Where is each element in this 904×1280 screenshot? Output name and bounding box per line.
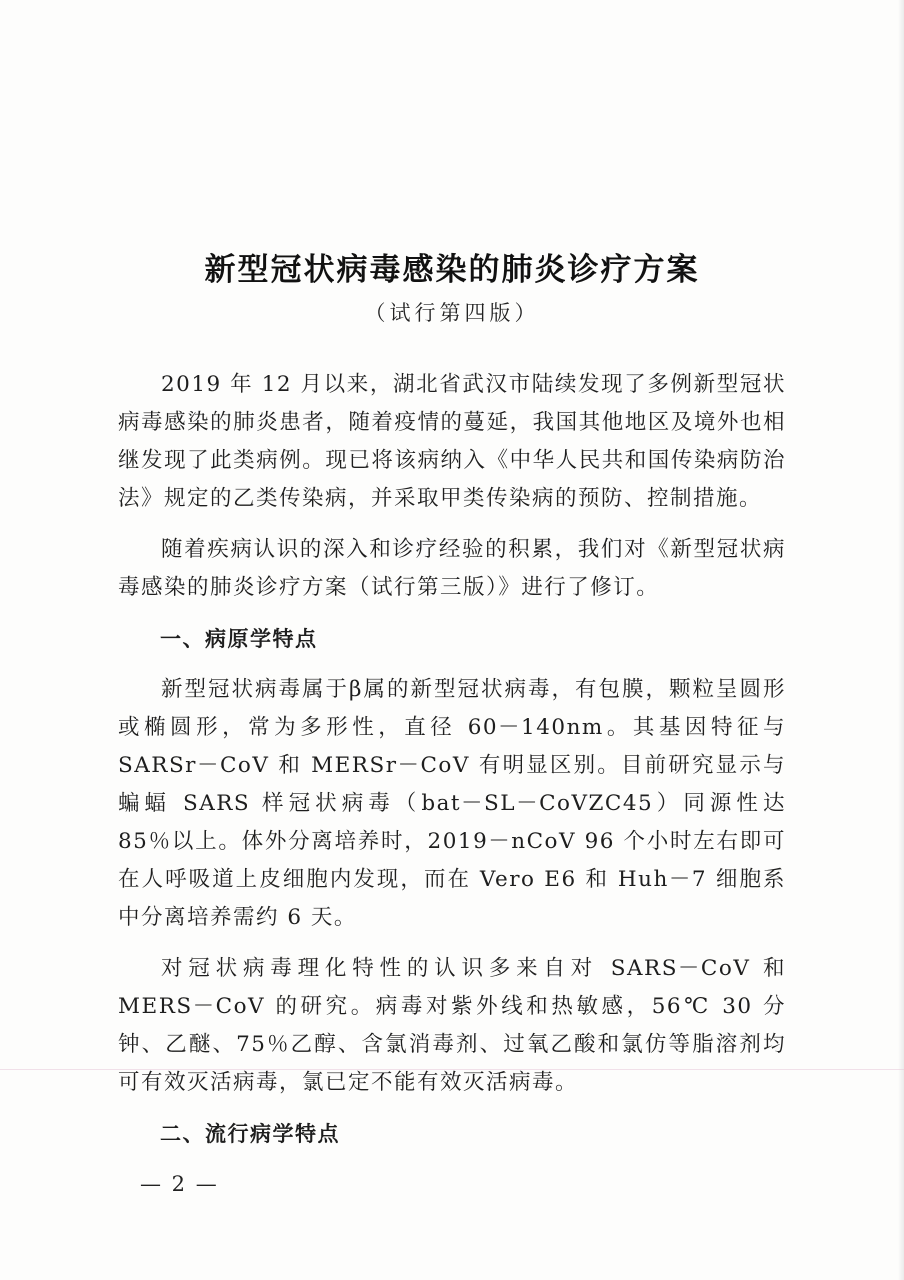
page-edge-shadow	[898, 0, 904, 1280]
section-heading-etiology: 一、病原学特点	[160, 627, 318, 651]
document-subtitle: （试行第四版）	[364, 301, 540, 325]
etiology-paragraph-2: 对冠状病毒理化特性的认识多来自对 SARS－CoV 和 MERS－CoV 的研究。病毒对紫外线和热敏感，56℃ 30 分钟、乙醚、75％乙醇、含氯消毒剂、过氧乙酸和氯仿等脂溶剂均可有效灭活病毒，氯已定不能有效灭活病毒。	[118, 956, 786, 1095]
document-title: 新型冠状病毒感染的肺炎诊疗方案	[204, 252, 700, 288]
intro-paragraph-2: 随着疾病认识的深入和诊疗经验的积累，我们对《新型冠状病毒感染的肺炎诊疗方案（试行第三版）》进行了修订。	[118, 537, 786, 600]
intro-paragraph-1: 2019 年 12 月以来，湖北省武汉市陆续发现了多例新型冠状病毒感染的肺炎患者，随着疫情的蔓延，我国其他地区及境外也相继发现了此类病例。现已将该病纳入《中华人民共和国传染病防治法》规定的乙类传染病，并采取甲类传染病的预防、控制措施。	[118, 372, 786, 511]
document-body	[118, 366, 786, 1166]
etiology-paragraph-1: 新型冠状病毒属于β属的新型冠状病毒，有包膜，颗粒呈圆形或椭圆形，常为多形性，直径 60－140nm。其基因特征与 SARSr－CoV 和 MERSr－CoV 有明显区别。目前研究显示与蝙蝠 SARS 样冠状病毒（bat－SL－CoVZC45）同源性达 85％以上。体外分离培养时，2019－nCoV 96 个小时左右即可在人呼吸道上皮细胞内发现，而在 Vero E6 和 Huh－7 细胞系中分离培养需约 6 天。	[118, 677, 786, 930]
page-number: — 2 —	[140, 1172, 219, 1196]
section-heading-epidemiology: 二、流行病学特点	[160, 1122, 340, 1146]
